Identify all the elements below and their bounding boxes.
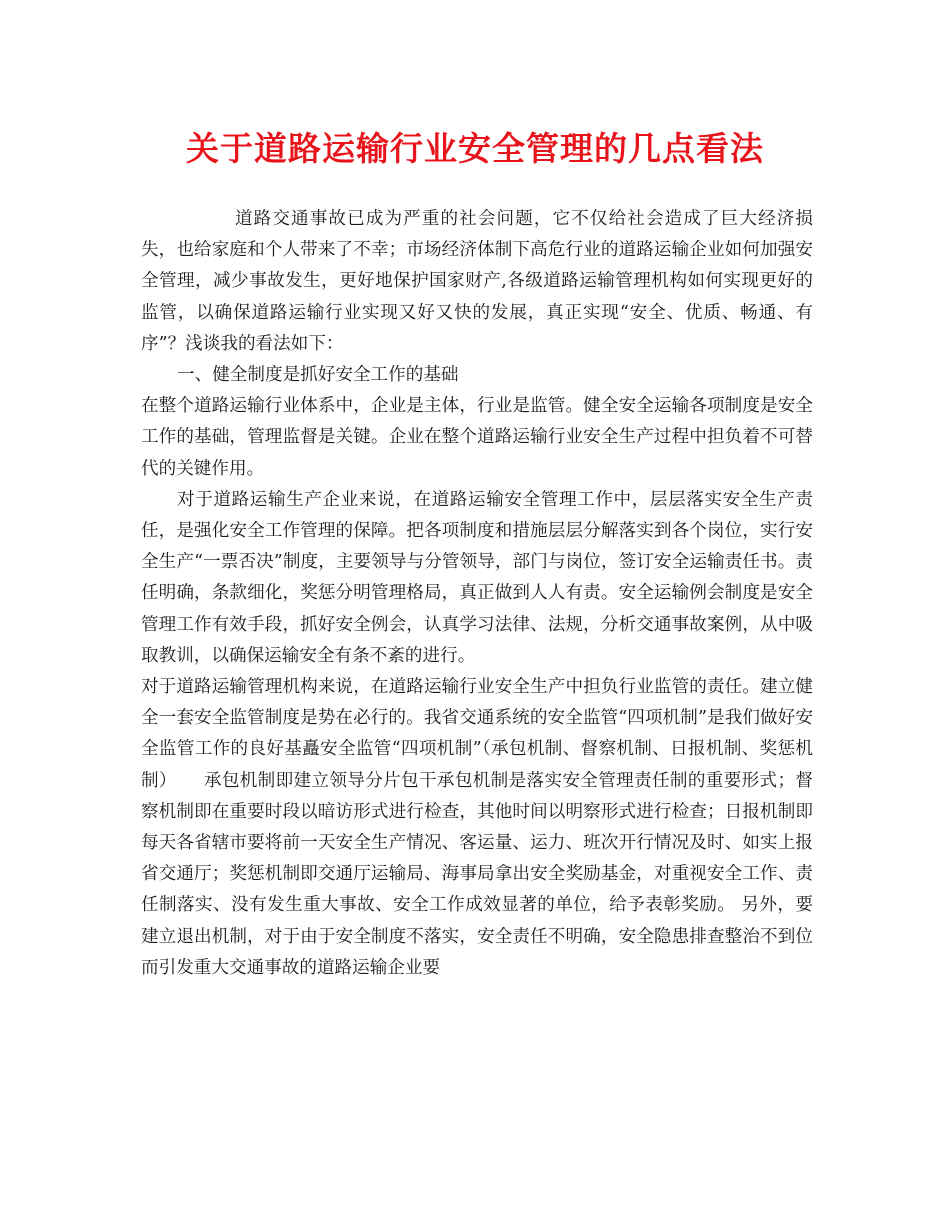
body-paragraph: 对于道路运输生产企业来说，在道路运输安全管理工作中，层层落实安全生产责任，是强化安全工作管理的保障。把各项制度和措施层层分解落实到各个岗位，实行安全生产“一票否决”制度，主要领导与分管领导，部门与岗位，签订安全运输责任书。责任明确，条款细化，奖惩分明管理格局，真正做到人人有责。安全运输例会制度是安全管理工作有效手段，抓好安全例会，认真学习法律、法规，分析交通事故案例，从中吸取教训，以确保运输安全有条不紊的进行。 [141,489,813,666]
document-body [141,204,813,984]
body-paragraph: 在整个道路运输行业体系中，企业是主体，行业是监管。健全安全运输各项制度是安全工作的基础，管理监督是关键。企业在整个道路运输行业安全生产过程中担负着不可替代的关键作用。 [141,396,813,479]
intro-paragraph: 道路交通事故已成为严重的社会问题，它不仅给社会造成了巨大经济损失，也给家庭和个人带来了不幸；市场经济体制下高危行业的道路运输企业如何加强安全管理，减少事故发生，更好地保护国家财产,各级道路运输管理机构如何实现更好的监管，以确保道路运输行业实现又好又快的发展，真正实现“安全、优质、畅通、有序”？浅谈我的看法如下： [141,209,813,354]
section-heading: 一、健全制度是抓好安全工作的基础 [177,365,459,386]
body-paragraph: 对于道路运输管理机构来说，在道路运输行业安全生产中担负行业监管的责任。建立健全一套安全监管制度是势在必行的。我省交通系统的安全监管“四项机制”是我们做好安全监管工作的良好基矗安全监管“四项机制”（承包机制、督察机制、日报机制、奖惩机制） 承包机制即建立领导分片包干承包机制是落实安全管理责任制的重要形式；督察机制即在重要时段以暗访形式进行检查，其他时间以明察形式进行检查；日报机制即每天各省辖市要将前一天安全生产情况、客运量、运力、班次开行情况及时、如实上报省交通厅；奖惩机制即交通厅运输局、海事局拿出安全奖励基金，对重视安全工作、责任制落实、没有发生重大事故、安全工作成效显著的单位，给予表彰奖励。 另外，要建立退出机制，对于由于安全制度不落实，安全责任不明确，安全隐患排查整治不到位而引发重大交通事故的道路运输企业要 [141,677,813,978]
document-title: 关于道路运输行业安全管理的几点看法 [186,129,764,168]
